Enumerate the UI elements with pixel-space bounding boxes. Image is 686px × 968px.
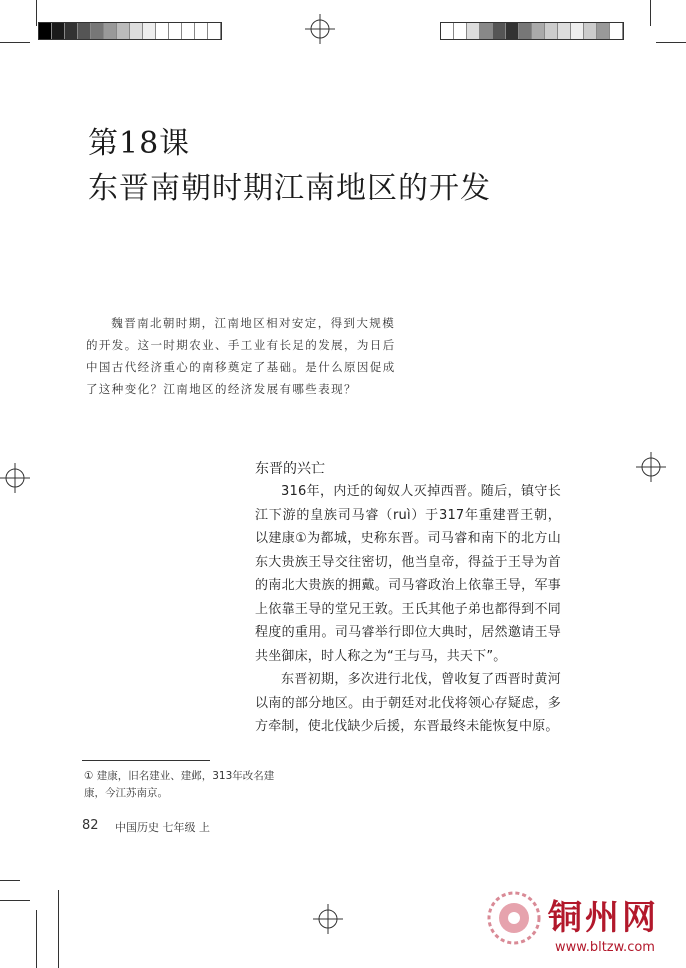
crop-mark	[656, 42, 686, 43]
color-bar-right	[440, 22, 624, 40]
body-paragraph: 316年，内迁的匈奴人灭掉西晋。随后，镇守长江下游的皇族司马睿（ruì）于317年重建晋王朝，以建康①为都城，史称东晋。司马睿和南下的北方山东大贵族王导交往密切，他当皇帝，得益于王导为首的南北大贵族的拥戴。司马睿政治上依靠王导，军事上依靠王导的堂兄王敦。王氏其他子弟也都得到不同程度的重用。司马睿举行即位大典时，居然邀请王导共坐御床，时人称之为“王与马，共天下”。	[255, 484, 561, 664]
crop-mark	[58, 890, 59, 968]
registration-mark-icon	[313, 904, 343, 934]
registration-mark-icon	[305, 14, 335, 44]
footnote-divider	[82, 760, 210, 761]
crop-mark	[0, 880, 20, 881]
book-title: 中国历史 七年级 上	[115, 821, 210, 834]
crop-mark	[0, 900, 30, 901]
intro-paragraph	[86, 312, 396, 400]
intro-text: 魏晋南北朝时期，江南地区相对安定，得到大规模的开发。这一时期农业、手工业有长足的发展，为日后中国古代经济重心的南移奠定了基础。是什么原因促成了这种变化？江南地区的经济发展有哪些表现？	[86, 316, 396, 396]
page-number: 82	[82, 818, 99, 833]
registration-mark-icon	[0, 463, 30, 493]
body-paragraph: 东晋初期，多次进行北伐，曾收复了西晋时黄河以南的部分地区。由于朝廷对北伐将领心存疑虑，多方牵制，使北伐缺少后援，东晋最终未能恢复中原。	[255, 672, 561, 734]
watermark-logo-icon	[486, 890, 542, 946]
section-title: 东晋的兴亡	[255, 461, 325, 477]
lesson-title: 东晋南朝时期江南地区的开发	[88, 171, 491, 206]
watermark-site-name: 铜州网	[548, 898, 659, 938]
registration-mark-icon	[636, 452, 666, 482]
color-bar-left	[38, 22, 222, 40]
watermark-url: www.bltzw.com	[555, 940, 655, 955]
footnote	[84, 768, 284, 802]
section-body	[255, 480, 561, 739]
crop-mark	[0, 42, 30, 43]
crop-mark	[36, 0, 37, 26]
crop-mark	[650, 0, 651, 26]
lesson-number: 第18课	[88, 126, 191, 161]
footnote-text: ① 建康，旧名建业、建邺，313年改名建康，今江苏南京。	[84, 770, 275, 799]
crop-mark	[36, 910, 37, 968]
